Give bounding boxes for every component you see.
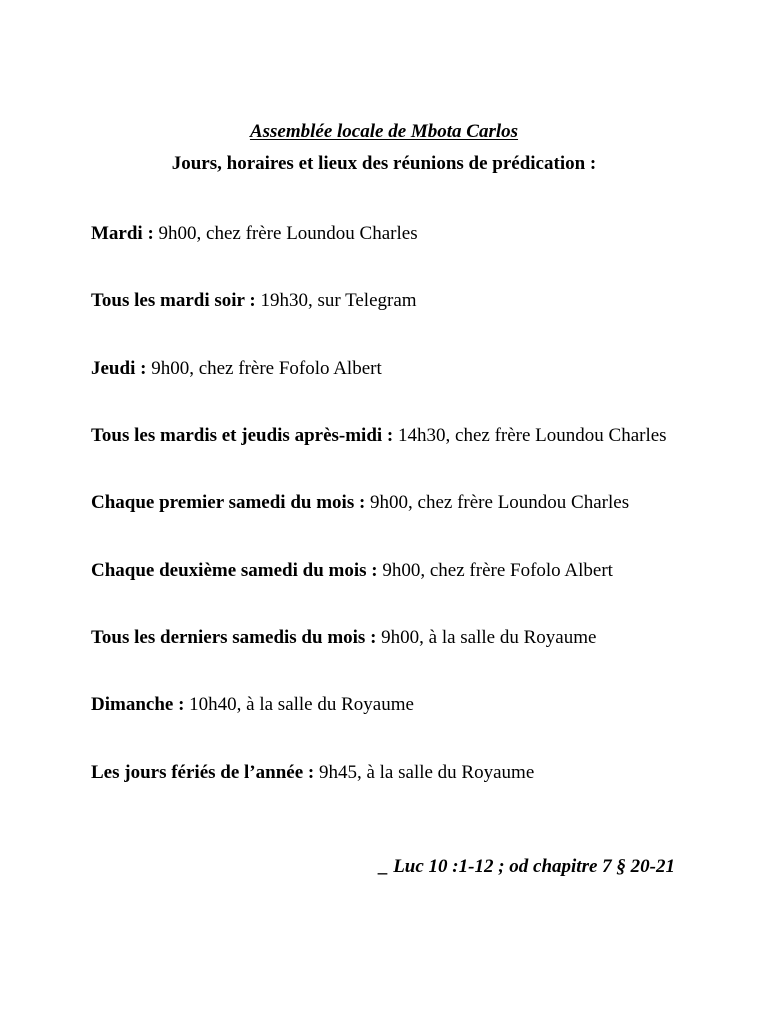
schedule-entry bbox=[91, 625, 691, 650]
schedule-detail: 19h30, sur Telegram bbox=[255, 290, 417, 312]
schedule-day: Dimanche : bbox=[91, 694, 185, 716]
schedule-entry bbox=[91, 692, 691, 717]
schedule-entry bbox=[91, 558, 691, 583]
schedule-detail: 14h30, chez frère Loundou Charles bbox=[393, 425, 667, 447]
schedule-entry bbox=[91, 760, 691, 785]
schedule-day: Les jours fériés de l’année : bbox=[91, 761, 315, 783]
schedule-entry bbox=[91, 221, 691, 246]
schedule-day: Tous les mardi soir : bbox=[91, 290, 256, 312]
schedule-detail: 9h00, chez frère Fofolo Albert bbox=[377, 559, 613, 581]
schedule-entry bbox=[91, 490, 691, 515]
schedule-entry bbox=[91, 423, 691, 448]
schedule-day: Jeudi : bbox=[91, 357, 147, 379]
schedule-detail: 9h00, chez frère Loundou Charles bbox=[365, 492, 630, 514]
schedule-detail: 9h00, chez frère Fofolo Albert bbox=[146, 357, 382, 379]
schedule-day: Mardi : bbox=[91, 223, 154, 244]
schedule-detail: 9h00, à la salle du Royaume bbox=[376, 626, 597, 648]
meeting-schedule-list bbox=[91, 221, 691, 827]
scripture-reference: _ Luc 10 :1-12 ; od chapitre 7 § 20-21 bbox=[378, 856, 675, 877]
schedule-detail: 9h00, chez frère Loundou Charles bbox=[153, 223, 418, 244]
schedule-entry bbox=[91, 356, 691, 381]
schedule-day: Tous les mardis et jeudis après-midi : bbox=[91, 425, 394, 447]
document-subtitle: Jours, horaires et lieux des réunions de prédication : bbox=[171, 153, 597, 174]
schedule-entry bbox=[91, 288, 691, 313]
schedule-day: Chaque deuxième samedi du mois : bbox=[91, 559, 378, 581]
schedule-detail: 9h45, à la salle du Royaume bbox=[314, 761, 535, 783]
document-title: Assemblée locale de Mbota Carlos bbox=[249, 121, 519, 142]
schedule-detail: 10h40, à la salle du Royaume bbox=[184, 694, 414, 716]
schedule-day: Chaque premier samedi du mois : bbox=[91, 492, 366, 514]
schedule-day: Tous les derniers samedis du mois : bbox=[91, 626, 377, 648]
